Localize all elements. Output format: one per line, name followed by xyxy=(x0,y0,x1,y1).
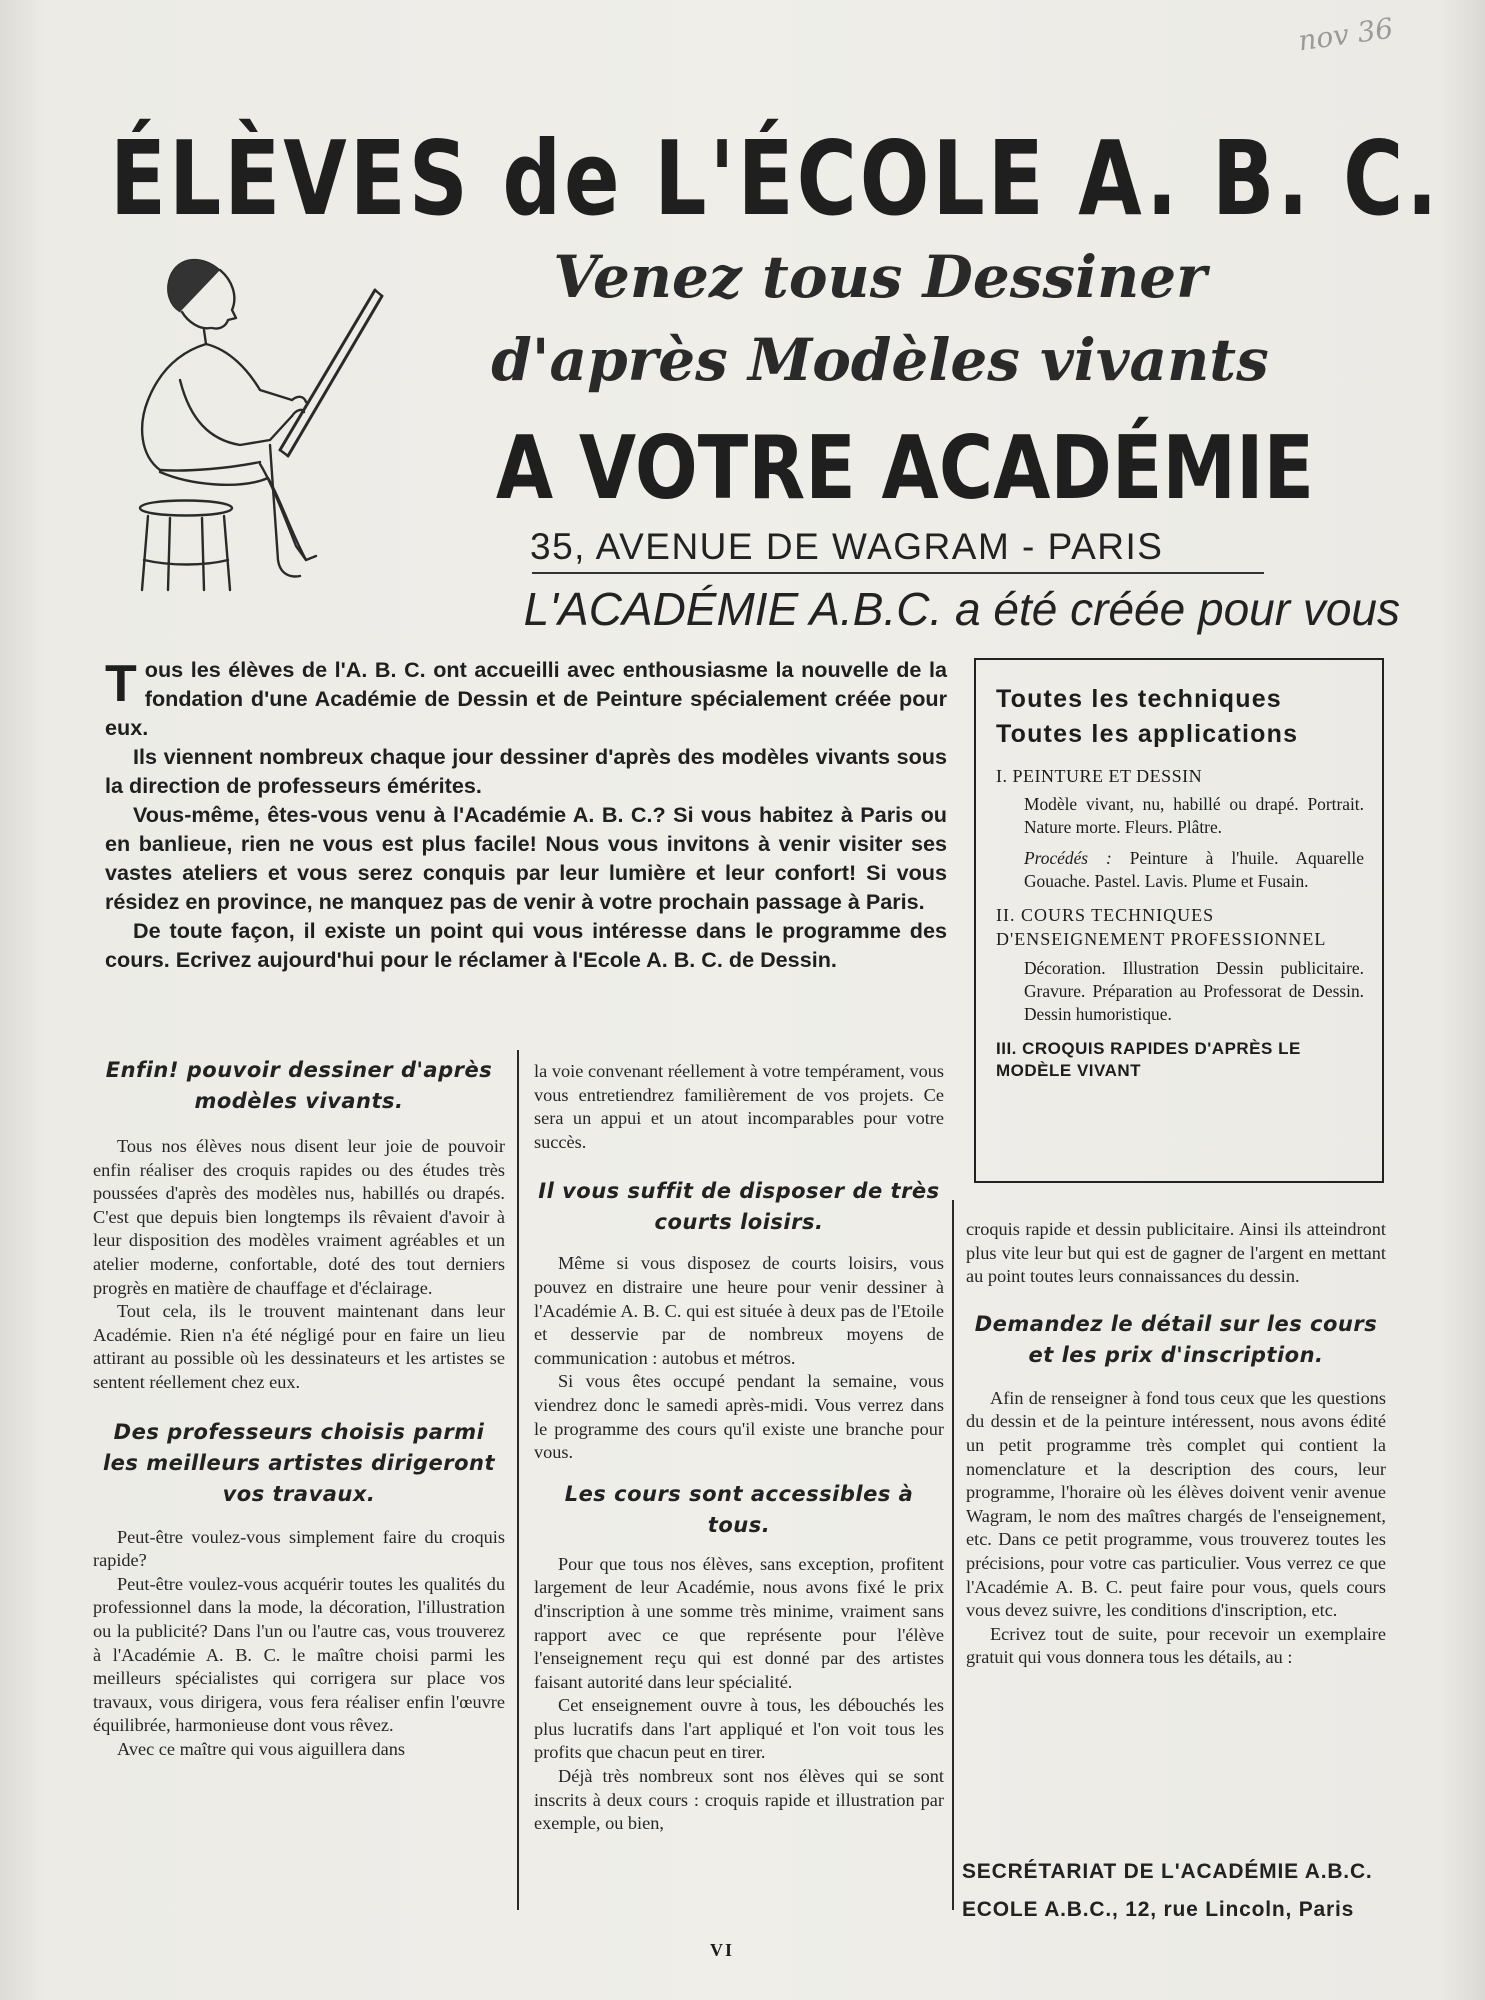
section-1-heading: I. PEINTURE ET DESSIN xyxy=(996,766,1203,786)
procedes-label: Procédés : xyxy=(1024,848,1112,868)
col1-paragraph-5: Avec ce maître qui vous aiguillera dans xyxy=(117,1738,405,1759)
col3-paragraph-2: Ecrivez tout de suite, pour recevoir un exemplaire gratuit qui vous donnera tous les détails, au : xyxy=(966,1623,1386,1668)
col2-paragraph-0: la voie convenant réellement à votre tempérament, vous vous entretiendrez familièrement de vos projets. Ce sera un appui et un atout incomparables pour votre succès. xyxy=(534,1061,944,1152)
col1-heading-2: Des professeurs choisis parmi les meilleurs artistes dirigeront vos travaux. xyxy=(102,1419,496,1506)
courses-box xyxy=(974,658,1384,1183)
col1-paragraph-2: Tout cela, ils le trouvent maintenant dans leur Académie. Rien n'a été négligé pour en faire un lieu attirant au possible où les dessinateurs et les artistes se sentent réellement chez eux. xyxy=(93,1301,505,1392)
column-2 xyxy=(534,1060,944,1836)
signature-line-2: ECOLE A.B.C., 12, rue Lincoln, Paris xyxy=(962,1898,1355,1921)
section-2-text: Décoration. Illustration Dessin publicitaire. Gravure. Préparation au Professorat de Dessin. Dessin humoristique. xyxy=(1024,958,1364,1024)
handwritten-note: nov 36 xyxy=(1296,11,1396,58)
address: 35, AVENUE DE WAGRAM - PARIS xyxy=(530,526,1164,567)
intro-text xyxy=(105,655,947,974)
page-number: VI xyxy=(710,1940,735,1960)
column-divider-2 xyxy=(952,1200,954,1910)
col2-heading-1: Il vous suffit de disposer de très courts loisirs. xyxy=(538,1179,940,1235)
col2-paragraph-1: Même si vous disposez de courts loisirs, vous pouvez en distraire une heure pour venir dessiner à l'Académie A. B. C. qui est située à deux pas de l'Etoile et desservie par de nombreux moyens de communication : autobus et métros. xyxy=(534,1253,944,1368)
col2-paragraph-2: Si vous êtes occupé pendant la semaine, vous viendrez donc le samedi après-midi. Vous verrez dans le programme des cours qu'il existe une branche pour vous. xyxy=(534,1371,944,1463)
column-3 xyxy=(966,1218,1386,1670)
section-2-heading: II. COURS TECHNIQUES D'ENSEIGNEMENT PROFESSIONNEL xyxy=(996,905,1327,949)
col3-heading-1: Demandez le détail sur les cours et les prix d'inscription. xyxy=(974,1311,1378,1367)
section-3-heading: III. CROQUIS RAPIDES D'APRÈS LE MODÈLE VIVANT xyxy=(996,1039,1301,1080)
subheadline-1: Venez tous Dessiner xyxy=(553,243,1207,311)
col1-heading-1: Enfin! pouvoir dessiner d'après modèles vivants. xyxy=(105,1058,493,1113)
main-title: A VOTRE ACADÉMIE xyxy=(495,418,1315,520)
section-1-text: Modèle vivant, nu, habillé ou drapé. Portrait. Nature morte. Fleurs. Plâtre. xyxy=(1024,794,1364,837)
intro-paragraph-4: De toute façon, il existe un point qui vous intéresse dans le programme des cours. Ecrivez aujourd'hui pour le réclamer à l'Ecole A. B. C. de Dessin. xyxy=(105,918,947,972)
column-divider-1 xyxy=(517,1050,519,1910)
col2-paragraph-5: Déjà très nombreux sont nos élèves qui se sont inscrits à deux cours : croquis rapide et illustration par exemple, ou bien, xyxy=(534,1766,944,1834)
col2-heading-2: Les cours sont accessibles à tous. xyxy=(564,1481,914,1537)
intro-paragraph-3: Vous-même, êtes-vous venu à l'Académie A. B. C.? Si vous habitez à Paris ou en banlieue, rien ne vous est plus facile! Nous vous invitons à venir visiter ses vastes ateliers et vous serez conquis par leur lumière et leur confort! Si vous résidez en province, ne manquez pas de venir à votre prochain passage à Paris. xyxy=(105,802,947,914)
intro-paragraph-1: ous les élèves de l'A. B. C. ont accueilli avec enthousiasme la nouvelle de la fondation d'une Académie de Dessin et de Peinture spécialement créée pour eux. xyxy=(105,657,947,740)
col2-paragraph-4: Cet enseignement ouvre à tous, les débouchés les plus lucratifs dans l'art appliqué et l'on voit tous les profits que chacun peut en tirer. xyxy=(534,1695,944,1763)
subheadline-2: d'après Modèles vivants xyxy=(491,326,1269,394)
artist-drawing-illustration xyxy=(120,240,410,600)
col2-paragraph-3: Pour que tous nos élèves, sans exception, profitent largement de leur Académie, nous avons fixé le prix d'inscription à une somme très minime, vraiment sans rapport avec ce que représente pour l'élève l'enseignement reçu qui est donné par des artistes faisant autorité dans leur spécialité. xyxy=(534,1553,944,1692)
intro-paragraph-2: Ils viennent nombreux chaque jour dessiner d'après des modèles vivants sous la direction de professeurs émérites. xyxy=(105,744,947,798)
signature-line-1: SECRÉTARIAT DE L'ACADÉMIE A.B.C. xyxy=(962,1860,1373,1883)
col1-paragraph-4: Peut-être voulez-vous acquérir toutes les qualités du professionnel dans la mode, la décoration, l'illustration ou la publicité? Dans l'un ou l'autre cas, vous trouverez à l'Académie A. B. C. le maître choisi parmi les meilleurs spécialistes qui corrigera sur place vos travaux, vous dirigera, vous fera réaliser enfin l'œuvre équilibrée, harmonieuse dont vous rêvez. xyxy=(93,1573,505,1736)
box-title-line-1: Toutes les techniques xyxy=(996,685,1282,713)
col1-paragraph-3: Peut-être voulez-vous simplement faire du croquis rapide? xyxy=(93,1526,505,1571)
box-title-line-2: Toutes les applications xyxy=(996,720,1299,748)
headline: ÉLÈVES de L'ÉCOLE A. B. C. xyxy=(110,120,1441,239)
tagline: L'ACADÉMIE A.B.C. a été créée pour vous xyxy=(523,583,1400,635)
dropcap: T xyxy=(105,655,137,713)
col1-paragraph-1: Tous nos élèves nous disent leur joie de pouvoir enfin réaliser des croquis rapides ou des études très poussées d'après des modèles nus, habillés ou drapés. C'est que depuis bien longtemps ils rêvaient d'avoir à leur disposition des modèles vraiment agréables et un atelier moderne, confortable, doté des tout derniers progrès en matière de chauffage et d'éclairage. xyxy=(93,1136,505,1298)
col3-paragraph-0: croquis rapide et dessin publicitaire. Ainsi ils atteindront plus vite leur but qui est de gagner de l'argent en mettant au point toutes leurs connaissances du dessin. xyxy=(966,1219,1386,1287)
box-title xyxy=(996,682,1364,752)
procedes-text: Peinture à l'huile. Aquarelle Gouache. Pastel. Lavis. Plume et Fusain. xyxy=(1024,848,1364,891)
address-underline xyxy=(532,572,1264,574)
section-1-procedes xyxy=(1024,847,1364,893)
column-1 xyxy=(93,1055,505,1761)
col3-paragraph-1: Afin de renseigner à fond tous ceux que les questions du dessin et de la peinture intéressent, nous avons édité un petit programme très complet qui contient la nomenclature et la description des cours, leur programme, l'horaire où les élèves doivent venir avenue Wagram, le nom des maîtres chargés de l'enseignement, etc. Dans ce petit programme, vous trouverez toutes les précisions, pour votre cas particulier. Vous verrez ce que l'Académie A. B. C. peut faire pour vous, quels cours vous devez suivre, les conditions d'inscription, etc. xyxy=(966,1387,1386,1621)
